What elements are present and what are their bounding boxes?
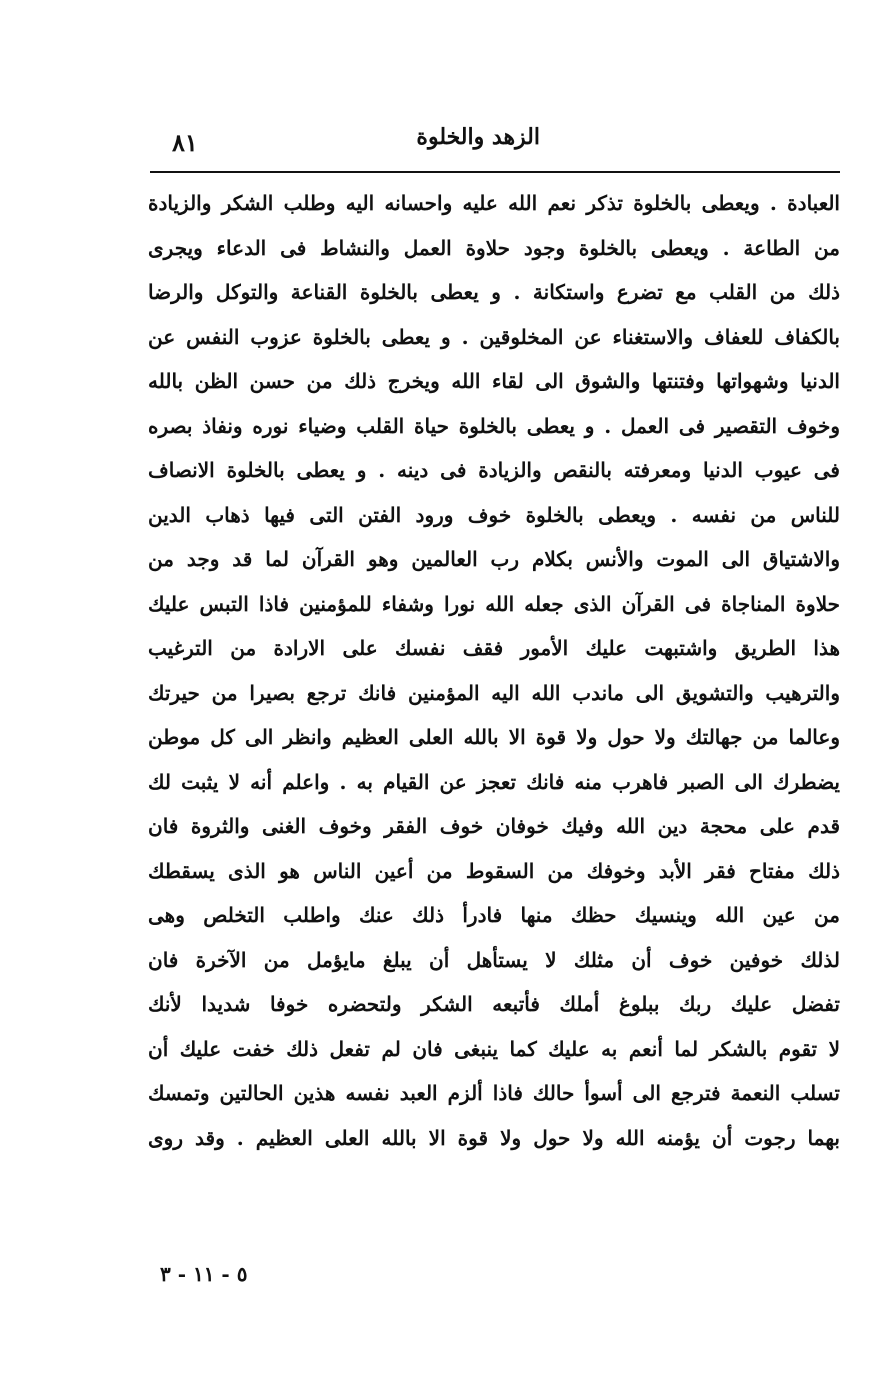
- text-line: يضطرك الى الصبر فاهرب منه فانك تعجز عن القيام به . واعلم أنه لا يثبت لك: [148, 769, 840, 794]
- text-line: ذلك مفتاح فقر الأبد وخوفك من السقوط من أعين الناس هو الذى يسقطك: [148, 858, 840, 883]
- text-line: لذلك خوفين خوف أن مثلك لا يستأهل أن يبلغ مايؤمل من الآخرة فان: [148, 947, 840, 972]
- text-line: العبادة . ويعطى بالخلوة تذكر نعم الله عليه واحسانه اليه وطلب الشكر والزيادة: [148, 191, 840, 215]
- text-line: ذلك من القلب مع تضرع واستكانة . و يعطى بالخلوة القناعة والتوكل والرضا: [148, 280, 840, 304]
- page-number: ٨١: [172, 128, 198, 157]
- text-line: حلاوة المناجاة فى القرآن الذى جعله الله نورا وشفاء للمؤمنين فاذا التبس عليك: [148, 591, 840, 616]
- text-line: تسلب النعمة فترجع الى أسوأ حالك فاذا ألزم العبد نفسه هذين الحالتين وتمسك: [148, 1081, 840, 1105]
- body-text: [148, 181, 840, 1160]
- text-line: الدنيا وشهواتها وفتنتها والشوق الى لقاء الله ويخرج ذلك من حسن الظن بالله: [148, 369, 840, 393]
- text-line: هذا الطريق واشتبهت عليك الأمور فقف نفسك على الارادة من الترغيب: [148, 636, 840, 660]
- text-line: من عين الله وينسيك حظك منها فادرأ ذلك عنك واطلب التخلص وهى: [148, 903, 840, 927]
- page-header: [150, 118, 840, 168]
- running-title: الزهد والخلوة: [416, 124, 540, 150]
- text-line: وخوف التقصير فى العمل . و يعطى بالخلوة حياة القلب وضياء نوره ونفاذ بصره: [148, 413, 840, 438]
- header-rule: [150, 171, 840, 173]
- text-line: بالكفاف للعفاف والاستغناء عن المخلوقين . و يعطى بالخلوة عزوب النفس عن: [148, 324, 840, 349]
- printer-signature: ٥ - ١١ - ٣: [160, 1262, 248, 1286]
- text-line: تفضل عليك ربك ببلوغ أملك فأتبعه الشكر ولتحضره خوفا شديدا لأنك: [148, 992, 840, 1016]
- text-line: والاشتياق الى الموت والأنس بكلام رب العالمين وهو القرآن لما قد وجد من: [148, 547, 840, 571]
- text-line: بهما رجوت أن يؤمنه الله ولا حول ولا قوة الا بالله العلى العظيم . وقد روى: [148, 1125, 840, 1150]
- text-line: وعالما من جهالتك ولا حول ولا قوة الا بالله العلى العظيم وانظر الى كل موطن: [148, 725, 840, 749]
- text-line: والترهيب والتشويق الى ماندب الله اليه المؤمنين فانك ترجع بصيرا من حيرتك: [148, 680, 840, 705]
- text-line: قدم على محجة دين الله وفيك خوفان خوف الفقر وخوف الغنى والثروة فان: [148, 814, 840, 838]
- text-line: للناس من نفسه . ويعطى بالخلوة خوف ورود الفتن التى فيها ذهاب الدين: [148, 502, 840, 527]
- text-line: من الطاعة . ويعطى بالخلوة وجود حلاوة العمل والنشاط فى الدعاء ويجرى: [148, 235, 840, 260]
- text-line: فى عيوب الدنيا ومعرفته بالنقص والزيادة فى دينه . و يعطى بالخلوة الانصاف: [148, 458, 840, 482]
- text-line: لا تقوم بالشكر لما أنعم به عليك كما ينبغى فان لم تفعل ذلك خفت عليك أن: [148, 1036, 840, 1061]
